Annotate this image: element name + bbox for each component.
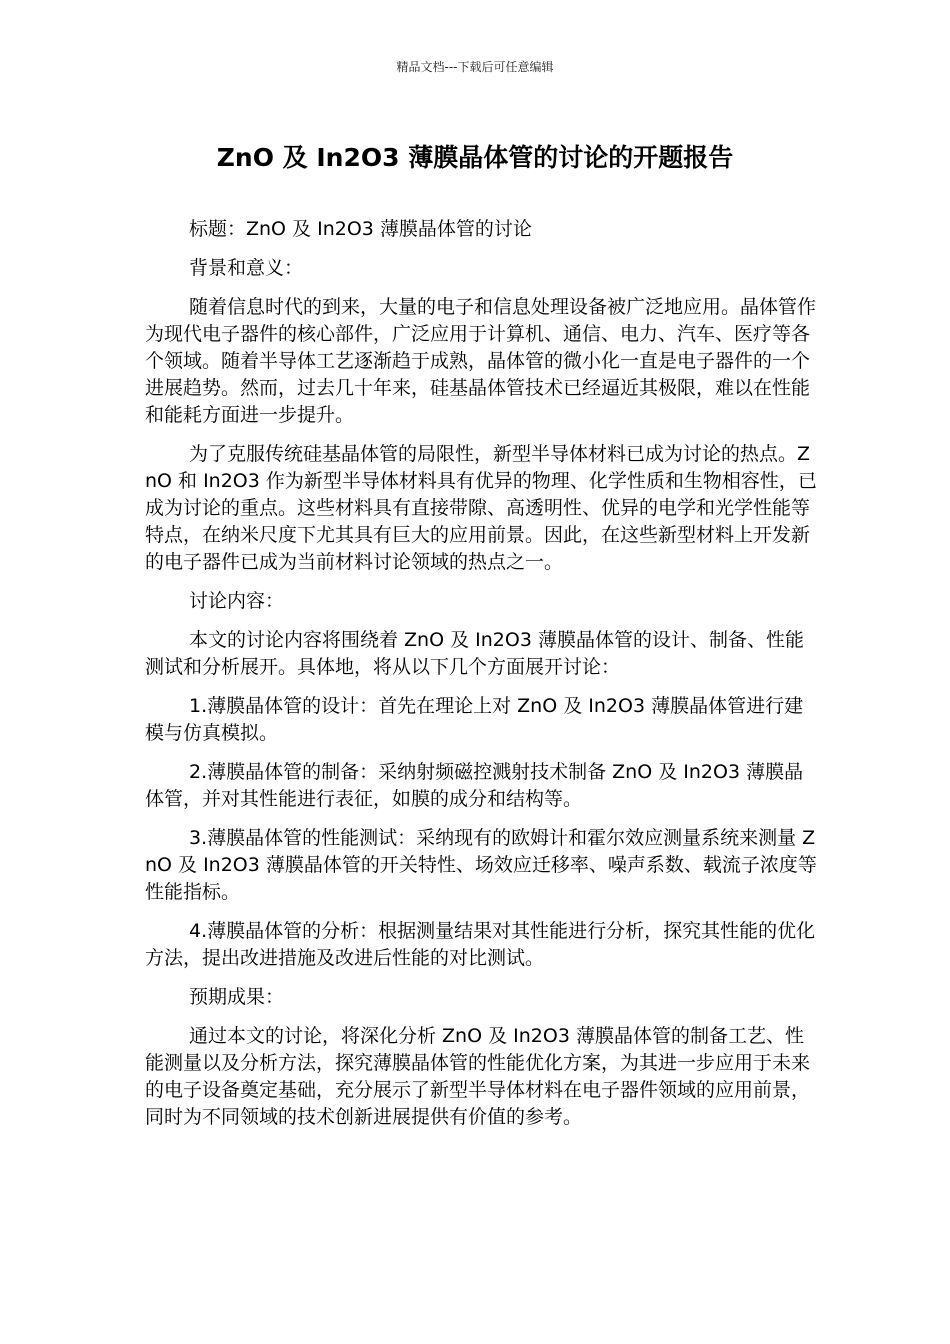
section-heading-results: 预期成果： bbox=[189, 986, 285, 1008]
document-title: ZnO 及 In2O3 薄膜晶体管的讨论的开题报告 bbox=[216, 143, 734, 172]
section-heading-content: 讨论内容： bbox=[189, 590, 285, 612]
paragraph-background-2: 为了克服传统硅基晶体管的局限性，新型半导体材料已成为讨论的热点。ZnO 和 In2O3 作为新型半导体材料具有优异的物理、化学性质和生物相容性，已成为讨论的重点。这些材料具有直接带隙、高透明性、优异的电学和光学性能等特点，在纳米尺度下尤其具有巨大的应用前景。因此，在这些新型材料上开发新的电子器件已成为当前材料讨论领域的热点之一。 bbox=[145, 443, 817, 573]
header-note: 精品文档---下载后可任意编辑 bbox=[396, 60, 554, 74]
list-item-testing: 3.薄膜晶体管的性能测试：采纳现有的欧姆计和霍尔效应测量系统来测量 ZnO 及 In2O3 薄膜晶体管的开关特性、场效应迁移率、噪声系数、载流子浓度等性能指标。 bbox=[145, 827, 817, 903]
paragraph-results: 通过本文的讨论，将深化分析 ZnO 及 In2O3 薄膜晶体管的制备工艺、性能测量以及分析方法，探究薄膜晶体管的性能优化方案，为其进一步应用于未来的电子设备奠定基础，充分展示了新型半导体材料在电子器件领域的应用前景，同时为不同领域的技术创新进展提供有价值的参考。 bbox=[145, 1025, 811, 1128]
paragraph-background-1: 随着信息时代的到来，大量的电子和信息处理设备被广泛地应用。晶体管作为现代电子器件的核心部件，广泛应用于计算机、通信、电力、汽车、医疗等各个领域。随着半导体工艺逐渐趋于成熟，晶体管的微小化一直是电子器件的一个进展趋势。然而，过去几十年来，硅基晶体管技术已经逼近其极限，难以在性能和能耗方面进一步提升。 bbox=[145, 296, 817, 426]
section-heading-background: 背景和意义： bbox=[189, 257, 304, 279]
list-item-analysis: 4.薄膜晶体管的分析：根据测量结果对其性能进行分析，探究其性能的优化方法，提出改进措施及改进后性能的对比测试。 bbox=[145, 920, 816, 969]
list-item-design: 1.薄膜晶体管的设计：首先在理论上对 ZnO 及 In2O3 薄膜晶体管进行建模与仿真模拟。 bbox=[145, 695, 804, 744]
list-item-fabrication: 2.薄膜晶体管的制备：采纳射频磁控溅射技术制备 ZnO 及 In2O3 薄膜晶体管，并对其性能进行表征，如膜的成分和结构等。 bbox=[145, 761, 804, 810]
subject-line: 标题：ZnO 及 In2O3 薄膜晶体管的讨论 bbox=[189, 218, 532, 240]
document-body bbox=[145, 216, 817, 1143]
paragraph-content-intro: 本文的讨论内容将围绕着 ZnO 及 In2O3 薄膜晶体管的设计、制备、性能测试和分析展开。具体地，将从以下几个方面展开讨论： bbox=[145, 629, 804, 678]
